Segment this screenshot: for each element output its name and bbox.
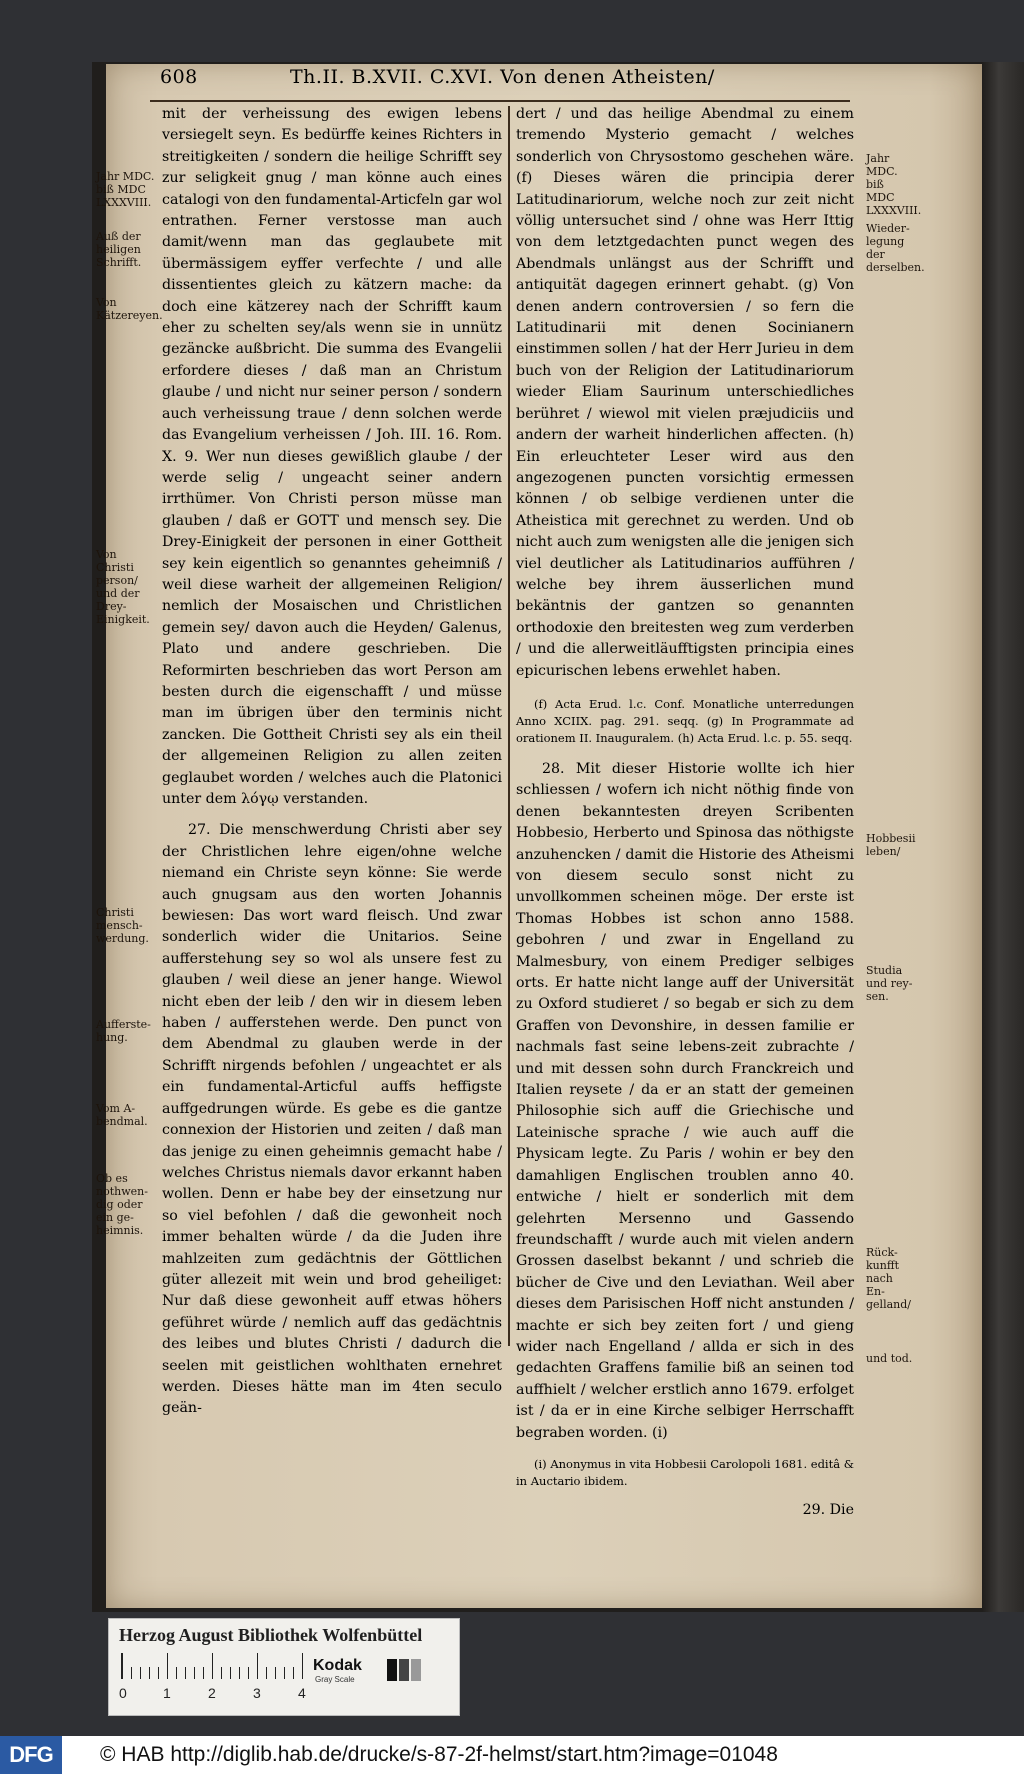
running-title: Th.II. B.XVII. C.XVI. Von denen Atheisten/ — [290, 66, 715, 88]
gray-swatch-mid — [411, 1659, 421, 1681]
right-column-paragraph-2: 28. Mit dieser Historie wollte ich hier schliessen / wofern ich nicht nöthig finde von denen bekanntesten dreyen Scribenten Hobbesio, Herberto und Spinosa das nöthigste anzuhencken / damit die Historie des Atheismi von diesem seculo sonst nicht zu unvollkommen scheinen möge. Der erste ist Thomas Hobbes ist schon anno 1588. gebohren / und zwar in Engelland zu Malmesbury, von einem Prediger selbiges orts. Er hatte nicht lange auff der Universität zu Oxford studieret / so begab er sich zu dem Graffen von Devonshire, in dessen familie er nachmals fast seine lebens-zeit zubrachte / und mit dessen sohn durch Franckreich und Italien reysete / da er an statt der gemeinen Philosophie sich auff die Griechische und Lateinische sprache / wie auch auff die Physicam legte. Zu Paris / wohin er bey den damahligen Englischen troublen anno 40. entwiche / hielt er sonderlich mit dem gelehrten Mersenno und Gassendo freundschafft / wurde auch mit vielen andern Grossen daselbst bekannt / und schrieb die bücher de Cive und den Leviathan. Weil aber dieses dem Parisischen Hoff nicht anstunden / machte er sich bey zeiten fort / und gieng wider nach Engelland / allda er sich in des gedachten Graffens familie biß an seinen tod auffhielt / welcher erstlich anno 1679. erfolget ist / da er in eine Kirche selbiger Herrschafft begraben worden. (i) — [516, 760, 854, 1441]
scale-number-3: 3 — [253, 1685, 261, 1701]
margin-note-resurrection: Aufferste-hung. — [96, 1018, 151, 1044]
margin-note-studies-travels: Studia und rey-sen. — [866, 964, 913, 1003]
margin-note-scripture: Auß der heiligen Schrifft. — [96, 230, 142, 269]
color-calibration-bar — [108, 1618, 460, 1716]
margin-note-christ-person: Von Christi person/ und der Drey-Einigkeit. — [96, 548, 150, 626]
library-name: Herzog August Bibliothek Wolfenbüttel — [119, 1625, 423, 1645]
footer-bar — [0, 1736, 1024, 1774]
kodak-logo: Kodak — [313, 1657, 362, 1674]
margin-note-death: und tod. — [866, 1352, 913, 1365]
column-divider — [508, 106, 510, 1346]
margin-note-incarnation: Christi mensch-werdung. — [96, 906, 149, 945]
scale-numbers — [119, 1685, 419, 1705]
header-rule — [150, 100, 850, 102]
gray-scale-label: Gray Scale — [315, 1675, 355, 1684]
margin-note-supper: Vom A-bendmal. — [96, 1102, 148, 1128]
source-url[interactable]: © HAB http://diglib.hab.de/drucke/s-87-2f-helmst/start.htm?image=01048 — [100, 1743, 778, 1766]
scale-number-2: 2 — [208, 1685, 216, 1701]
next-page-edge — [982, 62, 1024, 1612]
margin-note-heresies: Von Kätzereyen. — [96, 296, 163, 322]
left-column — [162, 104, 502, 1420]
margin-note-hobbes-life: Hobbesii leben/ — [866, 832, 916, 858]
left-column-paragraph-1: mit der verheissung des ewigen lebens versiegelt seyn. Es bedürffe keines Richters in streitigkeiten / sondern die heilige Schrifft sey zur seligkeit gnug / man könne auch eines catalogi von den fundamental-Articfeln gar wol entrathen. Ferner verstosse man auch damit/wenn man das geglaubete mit übermässigem eyffer verfechte / und alle dissentientes gleich zu kätzern mache: da doch eine kätzerey nach der Schrifft kaum eher zu schelten sey/als wenn sie in unnütz gezäncke außbricht. Die summa des Evangelii erfordere dieses / daß man an Christum glaube / und nicht nur seiner person / sondern auch verheissung traue / denn solchen werde das Evangelium verheissen / Joh. III. 16. Rom. X. 9. Wer nun dieses gewißlich glaube / der werde selig / ungeacht seiner andern irrthümer. Von Christi person müsse man glauben / daß er GOTT und mensch sey. Die Drey-Einigkeit der personen in einer Gottheit sey kein eigentlich so genanntes geheimniß / weil diese warheit der allgemeinen Religion/ nemlich der Mosaischen und Christlichen gemein sey/ davon auch die Heyden/ Galenus, Plato und andere geschrieben. Die Reformirten beschrieben das wort Person am besten durch die eigenschafft / und müsse man im übrigen über den terminis nicht zancken. Die Gottheit Christi sey als ein theil der allgemeinen Religion zu allen zeiten geglaubet worden / welches auch die Platonici unter dem λόγῳ verstanden. — [162, 106, 502, 807]
footnote-f-g-h: (f) Acta Erud. l.c. Conf. Monatliche unterredungen Anno XCIIX. pag. 291. seqq. (g) In Programmate ad orationem II. Inauguralem. (h) Acta Erud. l.c. p. 55. seqq. — [516, 696, 854, 745]
left-column-paragraph-2: 27. Die menschwerdung Christi aber sey der Christlichen lehre eigen/ohne welche niemand ein Christe seyn könne: Sie werde auch gnugsam aus den worten Johannis bewiesen: Das wort ward fleisch. Und zwar sonderlich wider die Unitarios. Seine aufferstehung sey so wol als unsere fest zu glauben / weil diese an jener hange. Wiewol nicht eben der leib / den wir in diesem leben haben / aufferstehen werde. Den punct von dem Abendmal zu glauben werde in der Schrifft nirgends befohlen / ungeachtet er als ein fundamental-Articful auffs heffigste auffgedrungen würde. Es gebe es die gantze connexion der Historien und zeiten / daß man das jenige zu einen geheimnis gemacht habe / welches Christus niemals davor erkannt haben wollen. Denn er habe bey der einsetzung nur so viel befohlen / daß die gewonheit noch immer behalten würde / da die Juden ihre mahlzeiten zum gedächtnis der Göttlichen güter allezeit mit wein und brod geheiliget: Nur daß diese gewonheit auff etwas höhers geführet würde / nemlich auff das gedächtnis des leibes und blutes Christi / dadurch die seelen mit geistlichen wohlthaten ernehret werden. Dieses hätte man im 4ten seculo geän- — [162, 822, 502, 1417]
page-number: 608 — [160, 66, 198, 88]
scale-ruler — [121, 1653, 302, 1679]
right-column — [516, 104, 854, 1521]
margin-note-year-right: Jahr MDC. biß MDC LXXXVIII. — [866, 152, 922, 217]
margin-note-return: Rück-kunfft nach En-gelland/ — [866, 1246, 911, 1311]
gray-swatch-dark — [399, 1659, 409, 1681]
scale-number-4: 4 — [298, 1685, 306, 1701]
gray-swatch-black — [387, 1659, 397, 1681]
margin-note-year-left: Jahr MDC. biß MDC LXXXVIII. — [96, 170, 155, 209]
margin-note-refutation: Wieder-legung der derselben. — [866, 222, 925, 274]
margin-note-mystery: Ob es nothwen-dig oder ein ge-heimnis. — [96, 1172, 148, 1237]
scale-number-0: 0 — [119, 1685, 127, 1701]
page-header — [160, 66, 840, 100]
footnote-i: (i) Anonymus in vita Hobbesii Carolopoli 1681. editâ & in Auctario ibidem. — [516, 1456, 854, 1488]
catchword: 29. Die — [802, 1501, 854, 1518]
scale-number-1: 1 — [163, 1685, 171, 1701]
dfg-logo: DFG — [0, 1736, 62, 1774]
right-column-paragraph-1: dert / und das heilige Abendmal zu einem tremendo Mysterio gemacht / welches sonderlich von Chrysostomo geschehen wäre. (f) Dieses wären die principia derer Latitudinariorum, welche noch zur zeit nicht völlig untersuchet sind / ohne was Herr Ittig von dem letztgedachten punct wegen des Abendmals unlängst aus der Schrifft und antiquität dagegen erinnert gehabt. (g) Von denen andern controversien / so fern die Latitudinarii mit denen Socinianern einstimmen sollen / hat der Herr Jurieu in dem buch von der Religion der Latitudinariorum wieder Eliam Saurinum unterschiedliches berühret / wiewol mit vielen præjudiciis und andern der warheit hinderlichen affecten. (h) Ein erleuchteter Leser wird aus den angezogenen puncten vorsichtig ermessen können / ob selbige verdienen unter die Atheistica mit gerechnet zu werden. Und ob nicht auch zum wenigsten alle die jenigen sich viel deutlicher als Latitudinarios aufführen / welche bey ihrem äusserlichen mund bekäntnis der gantzen so genannten orthodoxie den breitesten weg zum verderben / und die allerweitläufftigsten principia eines epicurischen lebens erwehlet haben. — [516, 106, 854, 679]
